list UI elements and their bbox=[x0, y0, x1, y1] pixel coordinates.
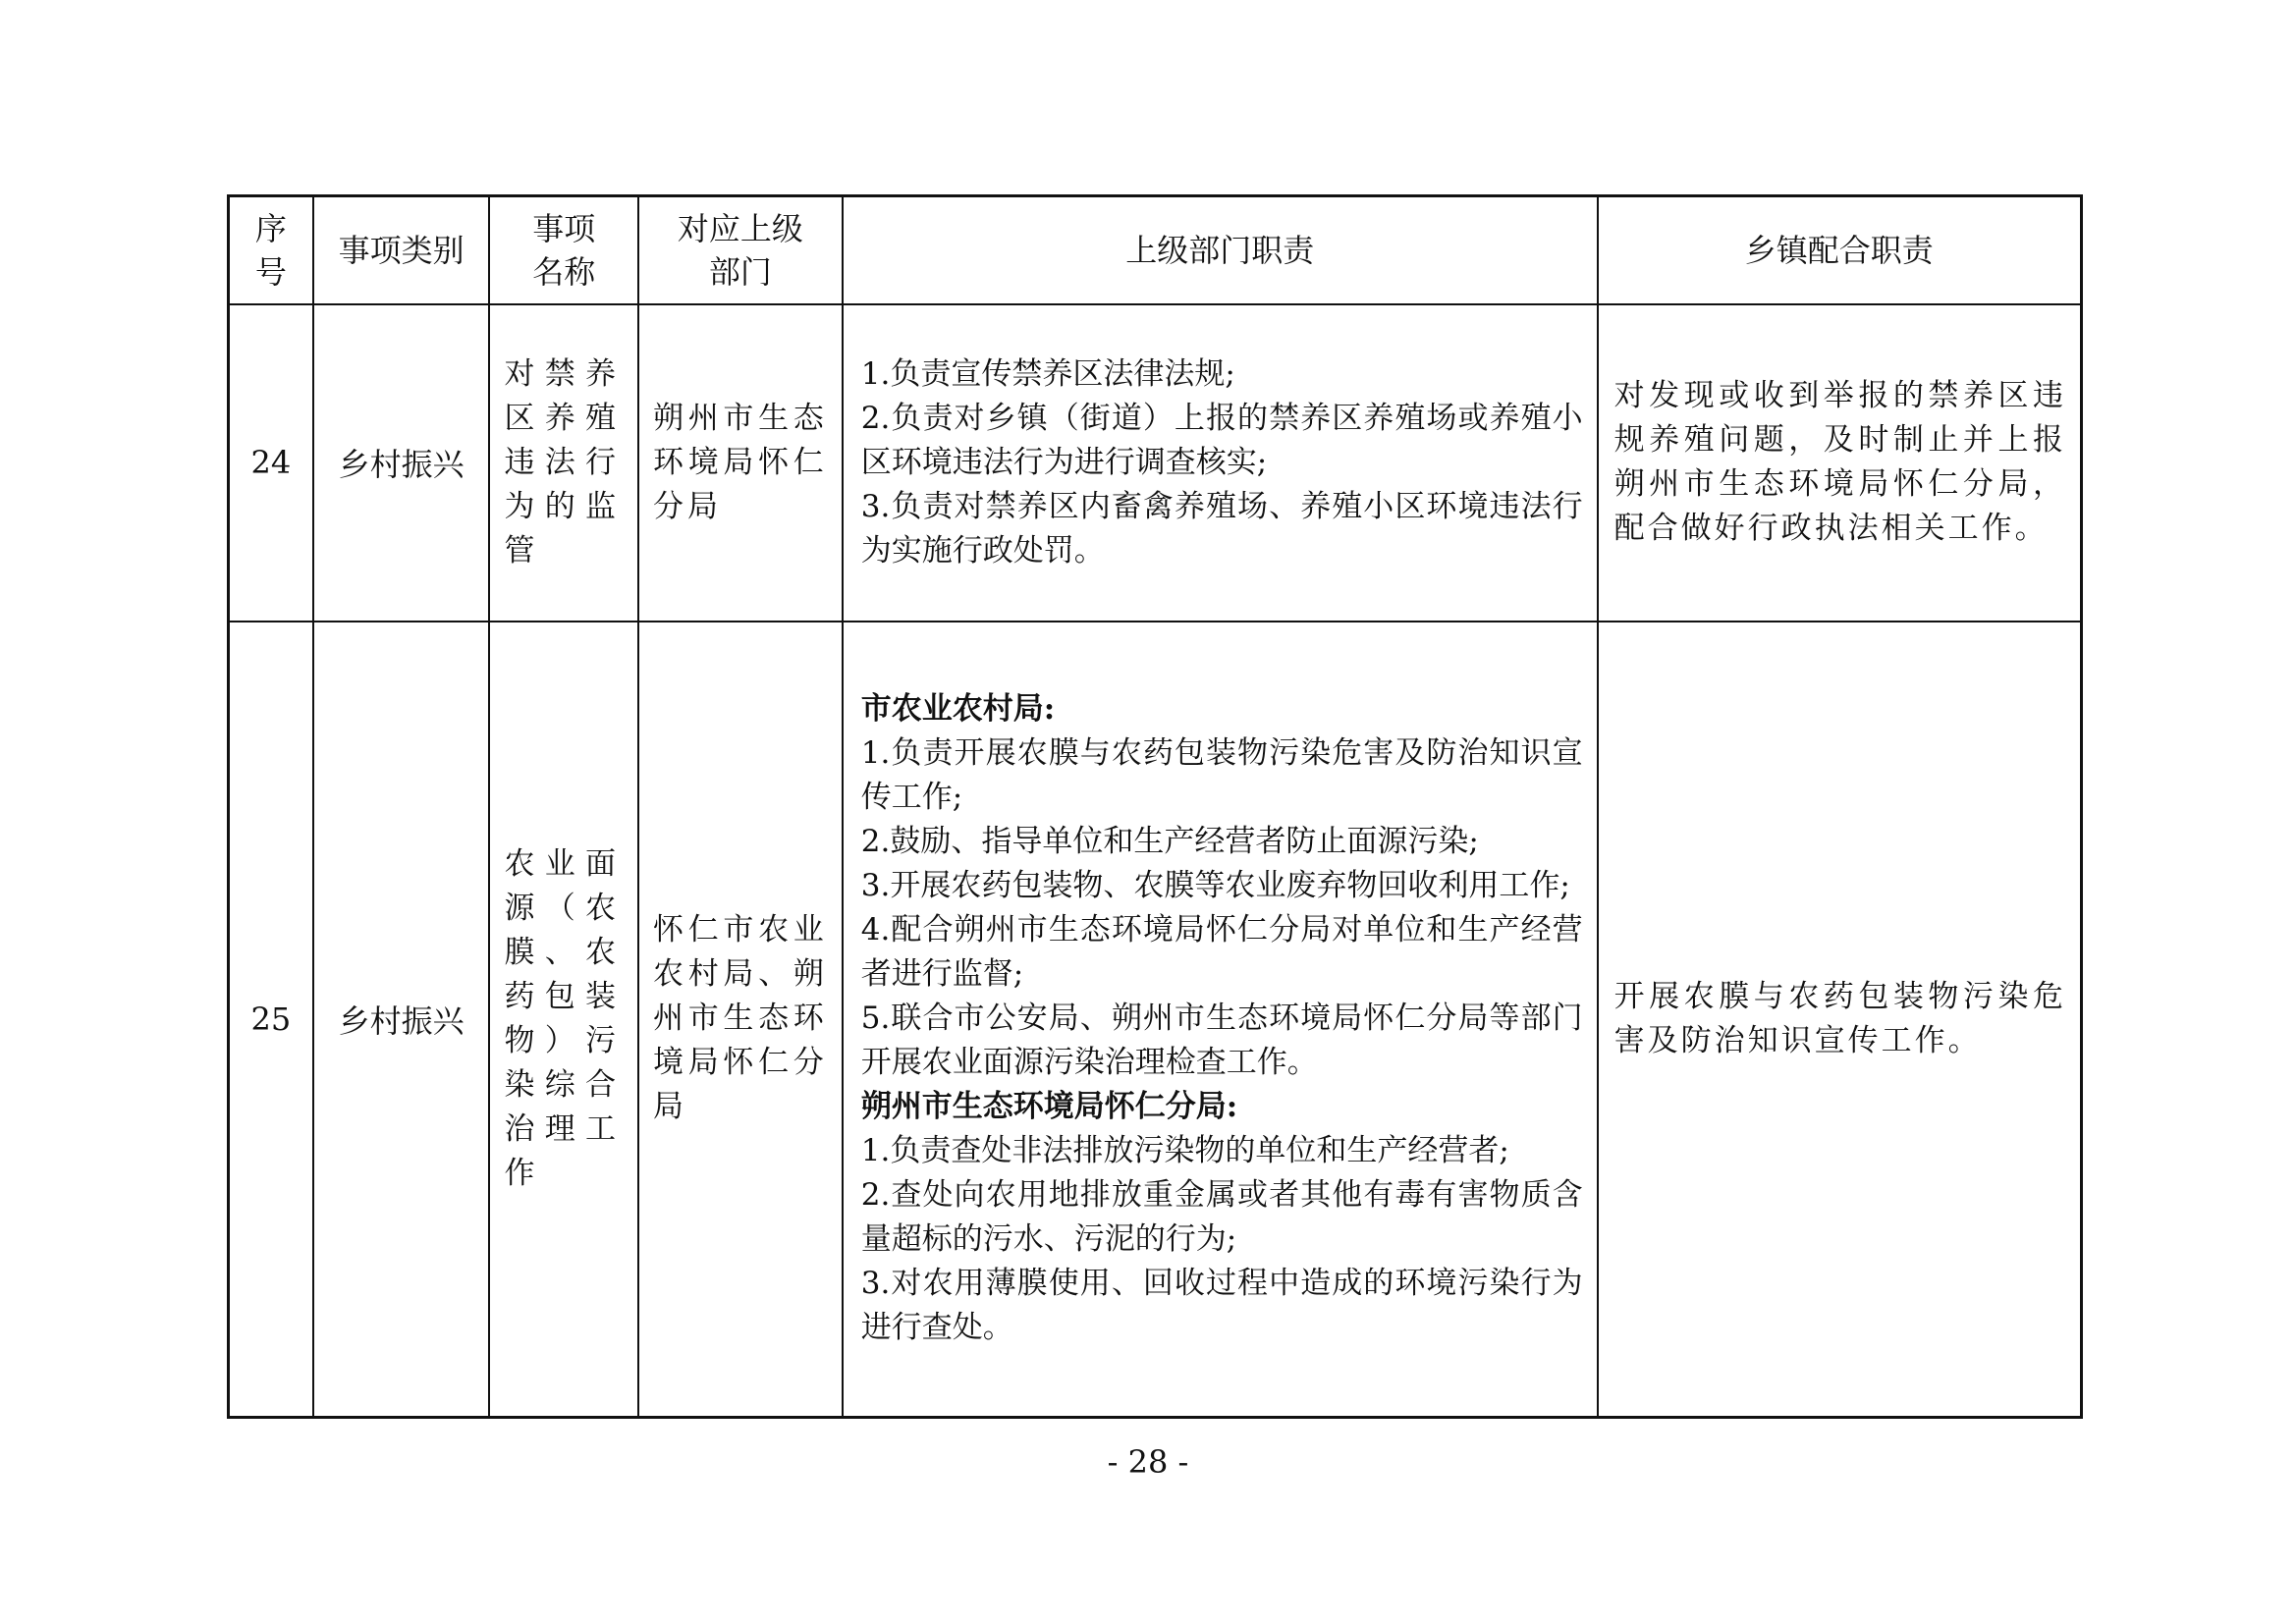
row-dept-duties bbox=[843, 622, 1598, 1418]
duty-subheading: 朔州市生态环境局怀仁分局: bbox=[860, 1089, 1238, 1125]
duty-list bbox=[844, 352, 1597, 573]
duty-item: 3.开展农药包装物、农膜等农业废弃物回收利用工作; bbox=[860, 868, 1570, 904]
table-row bbox=[229, 304, 2082, 622]
duty-item: 3.对农用薄膜使用、回收过程中造成的环境污染行为进行查处。 bbox=[860, 1266, 1583, 1346]
header-category: 事项类别 bbox=[313, 196, 490, 304]
duty-subheading: 市农业农村局: bbox=[860, 691, 1056, 728]
row-town-duties: 对发现或收到举报的禁养区违规养殖问题，及时制止并上报朔州市生态环境局怀仁分局，配合做好行政执法相关工作。 bbox=[1598, 304, 2082, 622]
duty-item: 2.查处向农用地排放重金属或者其他有毒有害物质含量超标的污水、污泥的行为; bbox=[860, 1177, 1583, 1258]
header-department: 对应上级部门 bbox=[638, 196, 843, 304]
duty-item: 4.配合朔州市生态环境局怀仁分局对单位和生产经营者进行监督; bbox=[860, 912, 1583, 993]
table-row bbox=[229, 622, 2082, 1418]
header-town-duties: 乡镇配合职责 bbox=[1598, 196, 2082, 304]
duty-list bbox=[844, 687, 1597, 1350]
row-dept-duties bbox=[843, 304, 1598, 622]
header-item-name: 事项名称 bbox=[489, 196, 638, 304]
row-serial: 24 bbox=[229, 304, 313, 622]
header-dept-duties: 上级部门职责 bbox=[843, 196, 1598, 304]
row-item-name: 农业面源（农膜、农药包装物）污染综合治理工作 bbox=[489, 622, 638, 1418]
duty-item: 2.负责对乡镇（街道）上报的禁养区养殖场或养殖小区环境违法行为进行调查核实; bbox=[860, 400, 1583, 480]
duty-item: 1.负责查处非法排放污染物的单位和生产经营者; bbox=[860, 1133, 1509, 1169]
row-category: 乡村振兴 bbox=[313, 622, 490, 1418]
duty-item: 1.负责开展农膜与农药包装物污染危害及防治知识宣传工作; bbox=[860, 735, 1583, 816]
page-number: - 28 - bbox=[1107, 1443, 1189, 1481]
duty-item: 2.鼓励、指导单位和生产经营者防止面源污染; bbox=[860, 824, 1479, 860]
row-department: 朔州市生态环境局怀仁分局 bbox=[638, 304, 843, 622]
row-department: 怀仁市农业农村局、朔州市生态环境局怀仁分局 bbox=[638, 622, 843, 1418]
header-serial: 序号 bbox=[229, 196, 313, 304]
duty-item: 5.联合市公安局、朔州市生态环境局怀仁分局等部门开展农业面源污染治理检查工作。 bbox=[860, 1001, 1583, 1081]
duty-item: 1.负责宣传禁养区法律法规; bbox=[860, 355, 1235, 392]
table-header-row bbox=[229, 196, 2082, 304]
responsibility-table bbox=[227, 194, 2083, 1419]
duty-item: 3.负责对禁养区内畜禽养殖场、养殖小区环境违法行为实施行政处罚。 bbox=[860, 488, 1583, 568]
row-serial: 25 bbox=[229, 622, 313, 1418]
row-town-duties: 开展农膜与农药包装物污染危害及防治知识宣传工作。 bbox=[1598, 622, 2082, 1418]
row-item-name: 对禁养区养殖违法行为的监管 bbox=[489, 304, 638, 622]
row-category: 乡村振兴 bbox=[313, 304, 490, 622]
